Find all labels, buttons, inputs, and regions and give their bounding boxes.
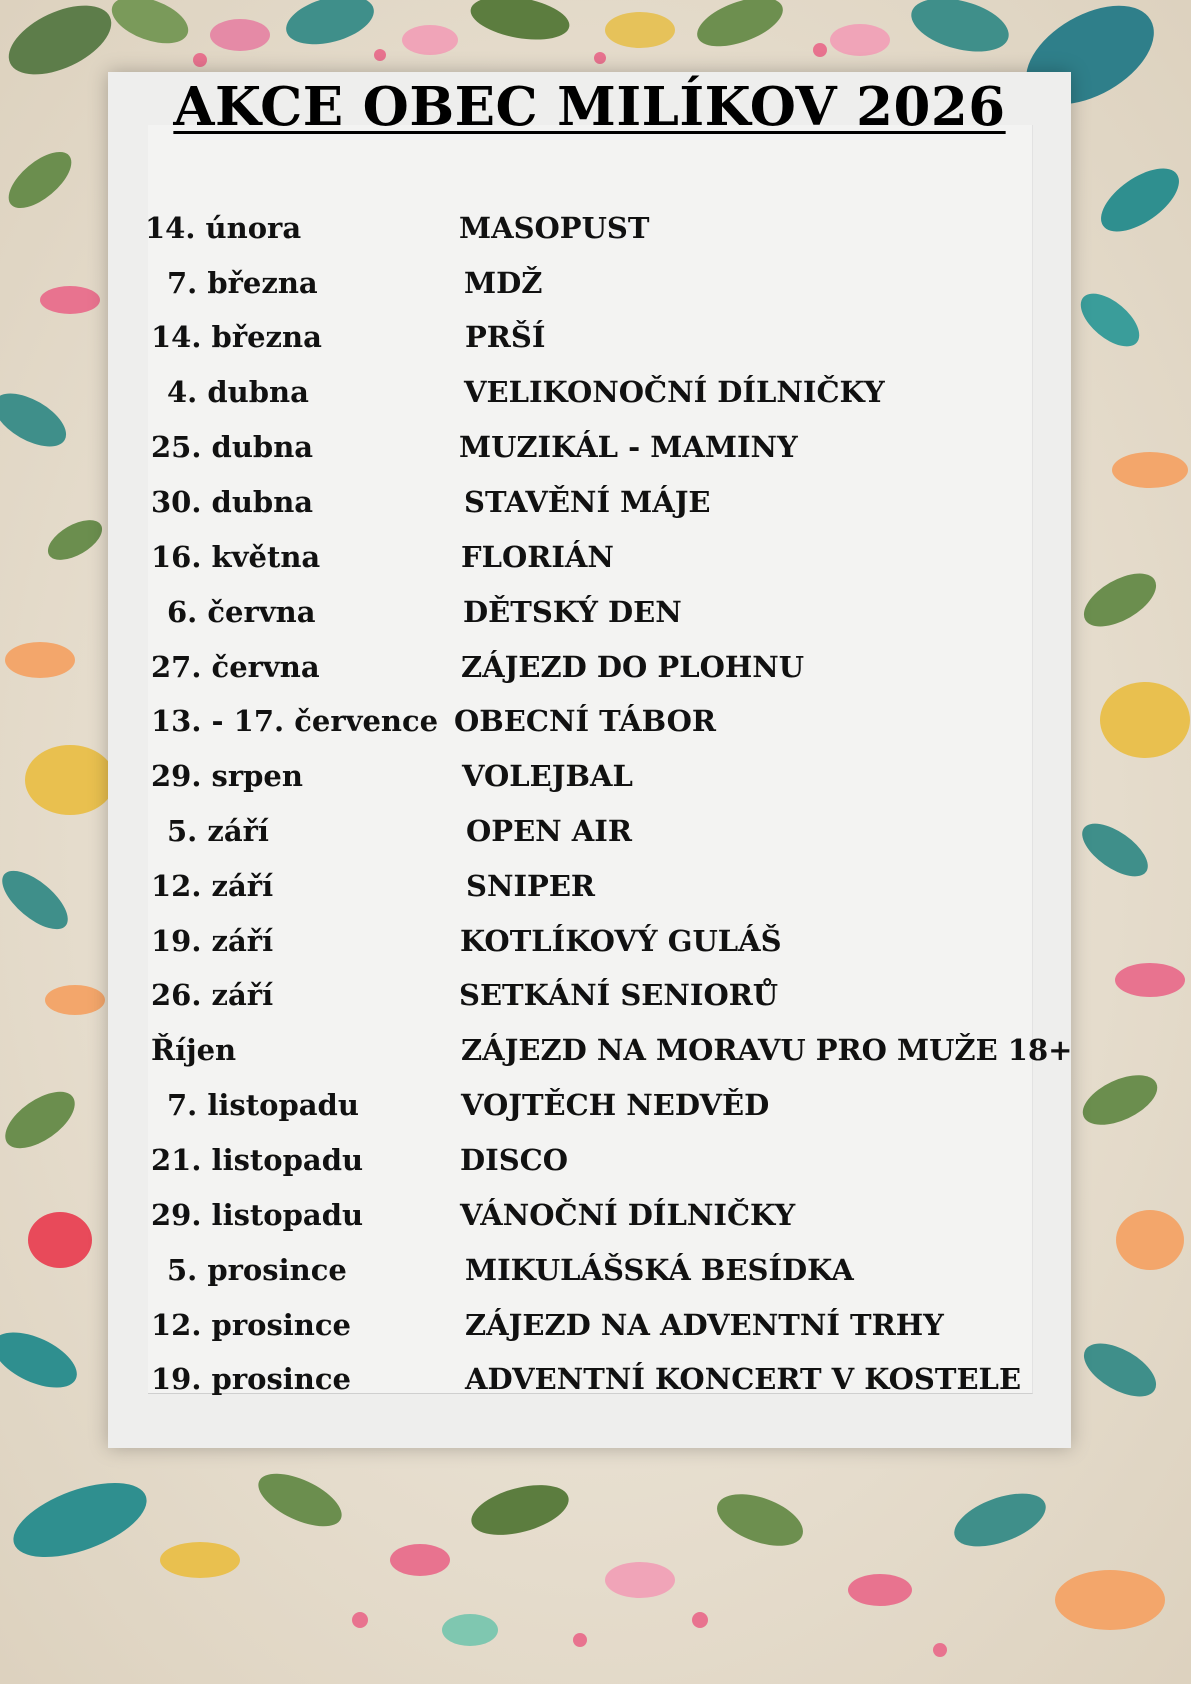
event-name: MUZIKÁL - MAMINY [459, 430, 798, 464]
event-name: VOJTĚCH NEDVĚD [461, 1088, 770, 1122]
event-name: OPEN AIR [466, 814, 632, 848]
event-name: STAVĚNÍ MÁJE [464, 485, 711, 519]
event-date: 7. března [167, 266, 318, 300]
event-name: PRŠÍ [465, 320, 546, 354]
event-date: 4. dubna [167, 375, 309, 409]
event-name: MDŽ [464, 266, 543, 300]
event-date: 27. června [151, 650, 320, 684]
event-date: 29. listopadu [151, 1198, 364, 1232]
event-name: VELIKONOČNÍ DÍLNIČKY [464, 375, 885, 409]
event-name: ADVENTNÍ KONCERT V KOSTELE [465, 1362, 1022, 1396]
event-date: 13. - 17. července [151, 704, 439, 738]
event-name: KOTLÍKOVÝ GULÁŠ [460, 924, 782, 958]
event-name: DISCO [460, 1143, 568, 1177]
event-name: ZÁJEZD NA MORAVU PRO MUŽE 18+ [461, 1033, 1073, 1067]
event-date: 21. listopadu [151, 1143, 364, 1177]
event-date: 14. března [151, 320, 322, 354]
event-date: 14. února [145, 211, 302, 245]
event-name: VÁNOČNÍ DÍLNIČKY [460, 1198, 796, 1232]
event-date: 16. května [151, 540, 321, 574]
event-date: 12. září [151, 869, 274, 903]
event-name: DĚTSKÝ DEN [463, 595, 682, 629]
event-name: ZÁJEZD DO PLOHNU [461, 650, 805, 684]
event-name: SNIPER [466, 869, 596, 903]
event-date: 6. června [167, 595, 316, 629]
event-name: FLORIÁN [461, 540, 614, 574]
event-name: OBECNÍ TÁBOR [454, 704, 717, 738]
event-date: 5. prosince [167, 1253, 347, 1287]
event-date: Říjen [151, 1033, 237, 1067]
page-title: AKCE OBEC MILÍKOV 2026 [173, 76, 1006, 138]
event-date: 25. dubna [151, 430, 314, 464]
event-date: 19. prosince [151, 1362, 351, 1396]
event-name: VOLEJBAL [462, 759, 633, 793]
event-date: 19. září [151, 924, 274, 958]
event-date: 29. srpen [151, 759, 303, 793]
event-name: MIKULÁŠSKÁ BESÍDKA [465, 1253, 854, 1287]
event-date: 7. listopadu [167, 1088, 359, 1122]
event-date: 5. září [167, 814, 269, 848]
event-date: 12. prosince [151, 1308, 351, 1342]
event-date: 26. září [151, 978, 274, 1012]
event-name: SETKÁNÍ SENIORŮ [459, 978, 779, 1012]
event-name: MASOPUST [459, 211, 650, 245]
event-date: 30. dubna [151, 485, 314, 519]
event-name: ZÁJEZD NA ADVENTNÍ TRHY [465, 1308, 944, 1342]
